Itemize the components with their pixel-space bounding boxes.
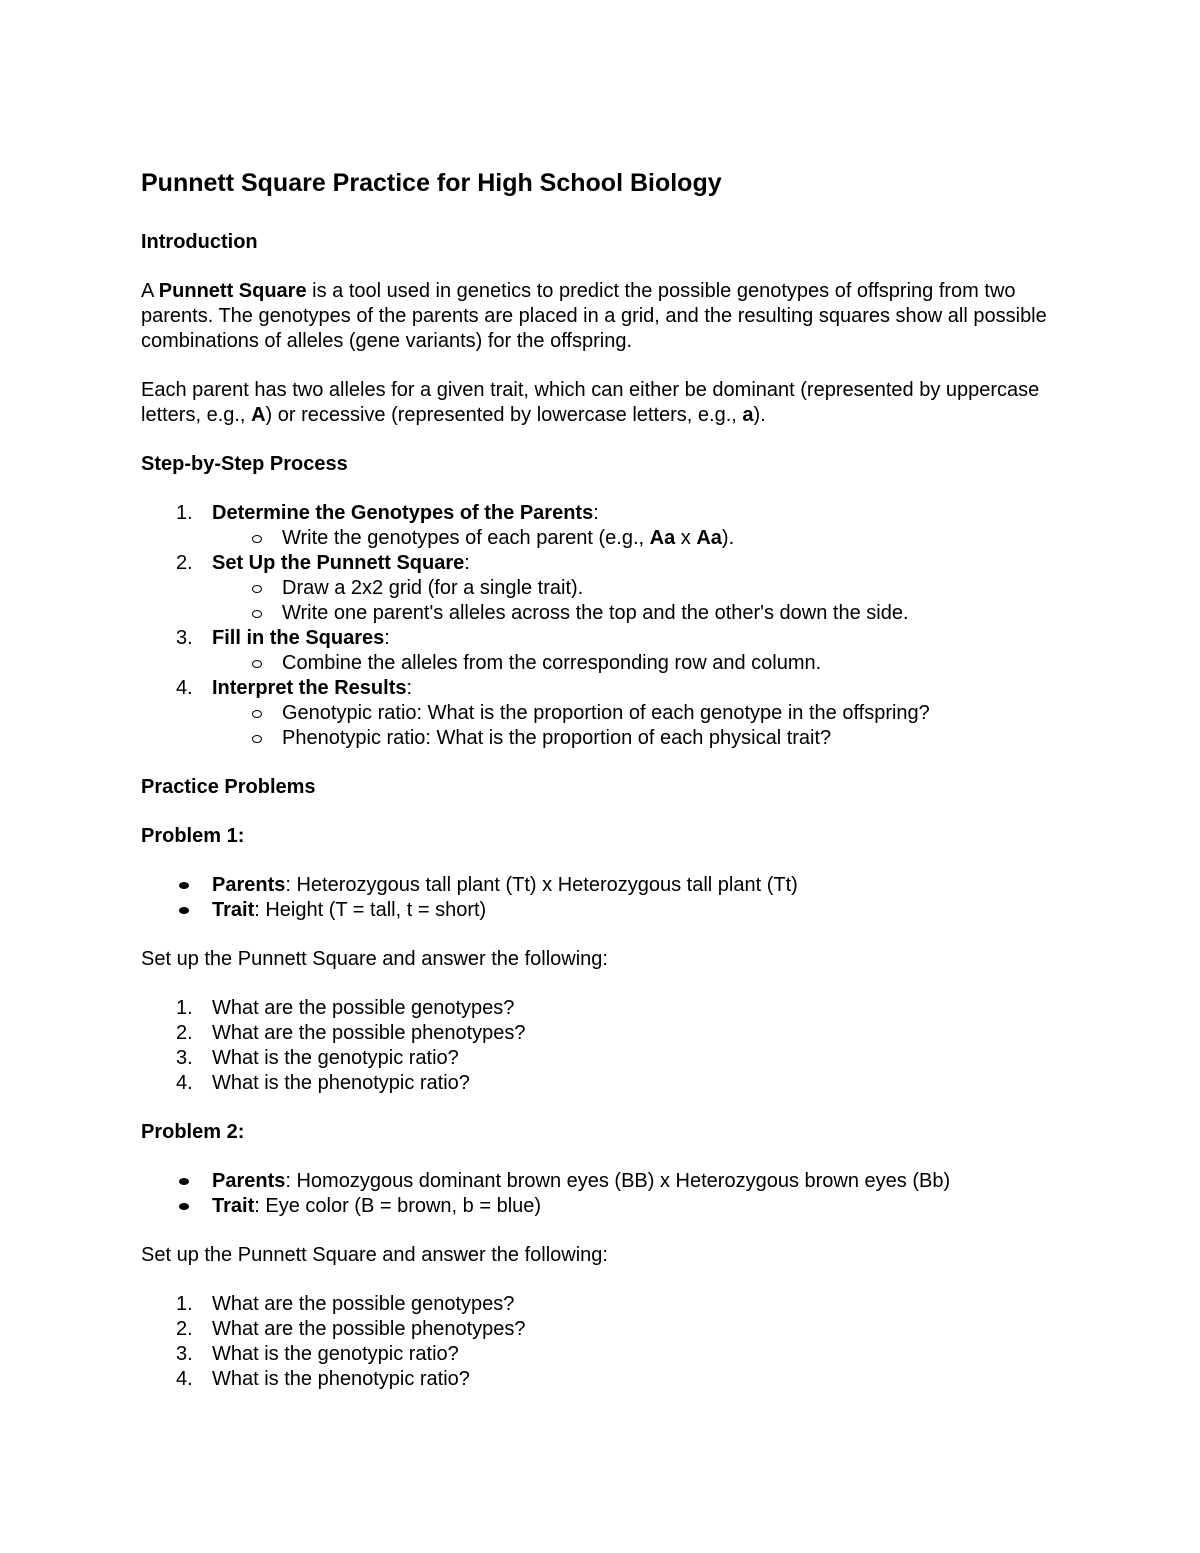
- sub-step: Draw a 2x2 grid (for a single trait).: [212, 576, 1061, 601]
- hollow-bullet-icon: [252, 710, 262, 718]
- bullet-icon: [179, 882, 189, 889]
- question-item: 4. What is the phenotypic ratio?: [176, 1368, 470, 1390]
- bullet-icon: [179, 1203, 189, 1210]
- hollow-bullet-icon: [252, 610, 262, 618]
- sub-step: Write one parent's alleles across the top and the other's down the side.: [212, 601, 1061, 626]
- problem-1-questions: [141, 996, 1061, 1096]
- step-item: 2. Set Up the Punnett Square: Draw a 2x2 grid (for a single trait). Write one parent's alleles across the top and the other's down the side.: [141, 551, 1061, 626]
- question-item: 3. What is the genotypic ratio?: [176, 1047, 459, 1069]
- intro-paragraph-2: Each parent has two alleles for a given trait, which can either be dominant (represented by uppercase letters, e.g., A) or recessive (represented by lowercase letters, e.g., a).: [141, 379, 1040, 426]
- process-heading: Step-by-Step Process: [141, 453, 348, 475]
- step-item: 1. Determine the Genotypes of the Parents: Write the genotypes of each parent (e.g., Aa x Aa).: [141, 501, 1061, 551]
- trait-item: Trait: Eye color (B = brown, b = blue): [141, 1194, 1061, 1219]
- problem-2-questions: [141, 1292, 1061, 1392]
- intro-paragraph-1: A Punnett Square is a tool used in genetics to predict the possible genotypes of offspring from two parents. The genotypes of the parents are placed in a grid, and the resulting squares show all possible combinations of alleles (gene variants) for the offspring.: [141, 280, 1047, 352]
- parents-item: Parents: Homozygous dominant brown eyes (BB) x Heterozygous brown eyes (Bb): [141, 1169, 1061, 1194]
- question-item: 3. What is the genotypic ratio?: [176, 1343, 459, 1365]
- sub-step: Write the genotypes of each parent (e.g., Aa x Aa).: [212, 526, 1061, 551]
- process-steps: [141, 501, 1061, 751]
- problem-2-heading: Problem 2:: [141, 1121, 245, 1143]
- hollow-bullet-icon: [252, 585, 262, 593]
- practice-heading: Practice Problems: [141, 776, 316, 798]
- problem-2-details: [141, 1169, 1061, 1219]
- hollow-bullet-icon: [252, 660, 262, 668]
- document-title: Punnett Square Practice for High School Biology: [141, 169, 722, 197]
- sub-step: Combine the alleles from the corresponding row and column.: [212, 651, 1061, 676]
- sub-step: Genotypic ratio: What is the proportion of each genotype in the offspring?: [212, 701, 1061, 726]
- document-body: [141, 168, 1061, 1416]
- problem-1-details: [141, 873, 1061, 923]
- step-item: 4. Interpret the Results: Genotypic ratio: What is the proportion of each genotype in the offspring? Phenotypic ratio: What is the proportion of each physical trait?: [141, 676, 1061, 751]
- intro-heading: Introduction: [141, 231, 258, 253]
- trait-item: Trait: Height (T = tall, t = short): [141, 898, 1061, 923]
- step-item: 3. Fill in the Squares: Combine the alleles from the corresponding row and column.: [141, 626, 1061, 676]
- bullet-icon: [179, 907, 189, 914]
- problem-1-instruction: Set up the Punnett Square and answer the following:: [141, 948, 608, 970]
- bullet-icon: [179, 1178, 189, 1185]
- question-item: 1. What are the possible genotypes?: [176, 1293, 515, 1315]
- problem-2-instruction: Set up the Punnett Square and answer the following:: [141, 1244, 608, 1266]
- hollow-bullet-icon: [252, 735, 262, 743]
- question-item: 2. What are the possible phenotypes?: [176, 1318, 526, 1340]
- parents-item: Parents: Heterozygous tall plant (Tt) x Heterozygous tall plant (Tt): [141, 873, 1061, 898]
- question-item: 2. What are the possible phenotypes?: [176, 1022, 526, 1044]
- hollow-bullet-icon: [252, 535, 262, 543]
- question-item: 4. What is the phenotypic ratio?: [176, 1072, 470, 1094]
- problem-1-heading: Problem 1:: [141, 825, 245, 847]
- sub-step: Phenotypic ratio: What is the proportion of each physical trait?: [212, 726, 1061, 751]
- question-item: 1. What are the possible genotypes?: [176, 997, 515, 1019]
